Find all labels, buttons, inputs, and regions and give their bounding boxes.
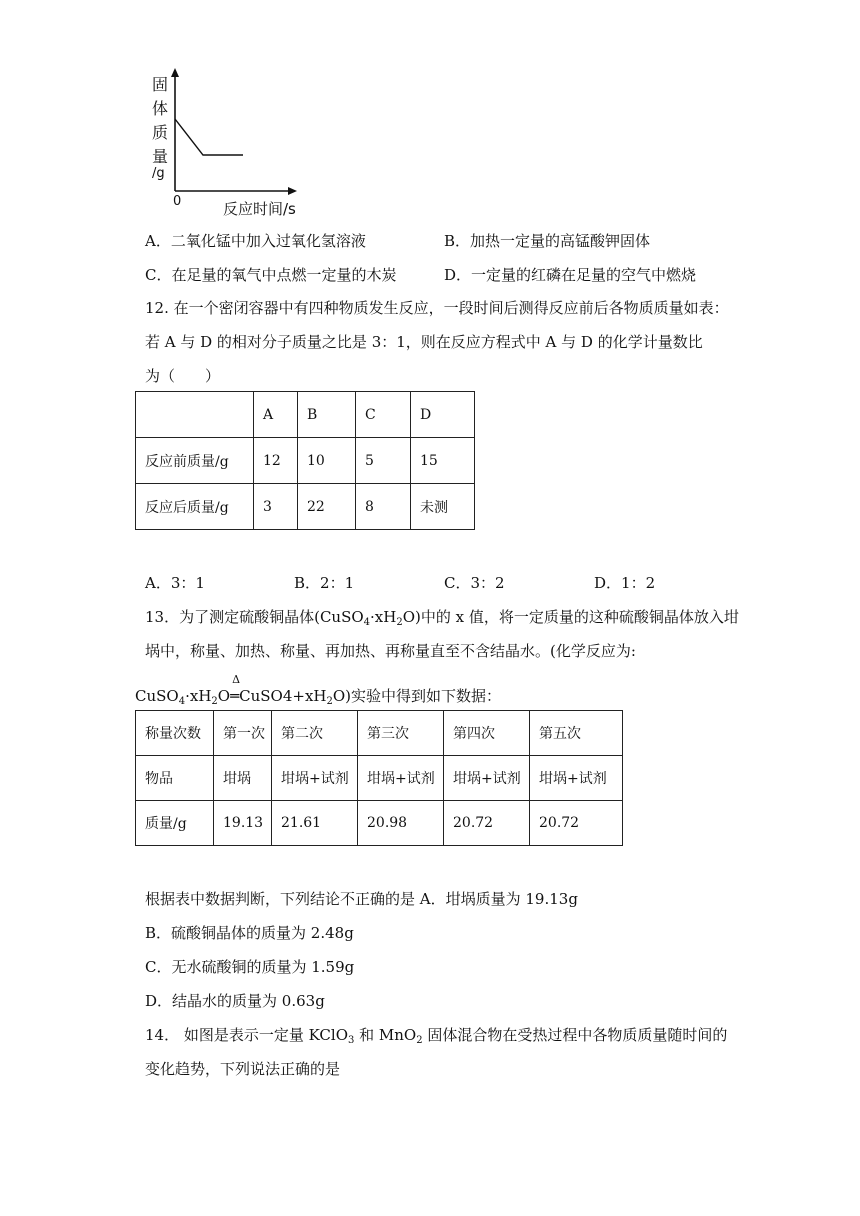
- q12-option-b: B．2：1: [294, 574, 355, 592]
- origin-label: 0: [173, 194, 182, 209]
- q12-text-line1: 12. 在一个密闭容器中有四种物质发生反应，一段时间后测得反应前后各物质质量如表：: [145, 299, 729, 317]
- table-cell: 质量/g: [136, 801, 214, 846]
- table-cell: 坩埚: [214, 756, 272, 801]
- table-cell: 坩埚+试剂: [272, 756, 358, 801]
- q13-text-line2: 埚中，称量、加热、称量、再加热、再称量直至不含结晶水。(化学反应为:: [145, 642, 636, 660]
- table-cell: 物品: [136, 756, 214, 801]
- table-row: [136, 756, 623, 801]
- table-cell: 19.13: [214, 801, 272, 846]
- subscript: 2: [416, 1035, 423, 1046]
- y-label-unit: /g: [152, 166, 165, 181]
- text-span: 13．为了测定硫酸铜晶体(CuSO: [145, 608, 364, 626]
- y-label-char: 质: [152, 123, 169, 142]
- q12-option-a: A．3：1: [145, 574, 205, 592]
- q13-option-d: D．结晶水的质量为 0.63g: [145, 992, 325, 1010]
- table-header-row: [136, 392, 475, 438]
- table-cell: 称量次数: [136, 711, 214, 756]
- q14-text-line2: 变化趋势，下列说法正确的是: [145, 1060, 341, 1078]
- delta-symbol: Δ: [232, 673, 241, 686]
- table-cell: 第四次: [444, 711, 530, 756]
- table-cell: 未测: [411, 484, 475, 530]
- text-span: 和 MnO: [354, 1026, 417, 1044]
- q13-equation: [135, 673, 502, 707]
- table-cell: [136, 392, 254, 438]
- subscript: 4: [363, 617, 371, 628]
- table-cell: 坩埚+试剂: [530, 756, 623, 801]
- table-cell: 10: [298, 438, 356, 484]
- equals-sign: ═: [230, 687, 240, 705]
- table-cell: 坩埚+试剂: [358, 756, 444, 801]
- q13-table: [135, 710, 623, 846]
- mass-curve: [175, 119, 243, 155]
- q11-option-d: D．一定量的红磷在足量的空气中燃烧: [444, 266, 697, 284]
- table-cell: 5: [356, 438, 411, 484]
- text-span: ·xH: [185, 687, 212, 705]
- table-cell: 第五次: [530, 711, 623, 756]
- text-span: 14． 如图是表示一定量 KClO: [145, 1026, 348, 1044]
- table-row: [136, 484, 475, 530]
- q12-table: [135, 391, 475, 530]
- q12-option-c: C．3：2: [444, 574, 505, 592]
- table-cell: B: [298, 392, 356, 438]
- y-label-char: 体: [152, 99, 169, 118]
- text-span: CuSO: [135, 687, 179, 705]
- table-cell: 8: [356, 484, 411, 530]
- table-cell: 第二次: [272, 711, 358, 756]
- subscript: 2: [326, 696, 333, 707]
- text-span: CuSO4+xH: [239, 687, 327, 705]
- table-cell: 坩埚+试剂: [444, 756, 530, 801]
- table-cell: 3: [254, 484, 298, 530]
- subscript: 2: [396, 617, 403, 628]
- table-cell: 20.72: [444, 801, 530, 846]
- table-cell: 20.72: [530, 801, 623, 846]
- subscript: 4: [178, 696, 186, 707]
- table-cell: D: [411, 392, 475, 438]
- q12-text-line3: 为（ ）: [145, 367, 221, 385]
- text-span: O)中的 x 值，将一定质量的这种硫酸铜晶体放入坩: [402, 608, 739, 626]
- table-cell: 第一次: [214, 711, 272, 756]
- q11-option-a: A．二氧化锰中加入过氧化氢溶液: [145, 232, 366, 250]
- table-cell: 反应后质量/g: [136, 484, 254, 530]
- table-cell: 15: [411, 438, 475, 484]
- q12-text-line2: 若 A 与 D 的相对分子质量之比是 3：1，则在反应方程式中 A 与 D 的化学计量数比: [145, 333, 703, 351]
- y-axis-arrow: [171, 68, 179, 77]
- q13-option-b: B．硫酸铜晶体的质量为 2.48g: [145, 924, 354, 942]
- q11-option-c: C．在足量的氧气中点燃一定量的木炭: [145, 266, 397, 284]
- q13-option-c: C．无水硫酸铜的质量为 1.59g: [145, 958, 355, 976]
- table-header-row: [136, 711, 623, 756]
- q13-conclusion: 根据表中数据判断，下列结论不正确的是 A．坩埚质量为 19.13g: [145, 890, 578, 908]
- text-span: 固体混合物在受热过程中各物质质量随时间的: [422, 1026, 728, 1044]
- subscript: 3: [348, 1035, 355, 1046]
- q12-option-d: D．1：2: [594, 574, 656, 592]
- table-cell: 第三次: [358, 711, 444, 756]
- x-axis-label: 反应时间/s: [223, 200, 296, 218]
- table-cell: 22: [298, 484, 356, 530]
- text-span: O)实验中得到如下数据：: [332, 687, 502, 705]
- table-cell: A: [254, 392, 298, 438]
- table-cell: 12: [254, 438, 298, 484]
- text-span: ·xH: [370, 608, 397, 626]
- table-cell: 21.61: [272, 801, 358, 846]
- table-cell: 反应前质量/g: [136, 438, 254, 484]
- x-axis-arrow: [288, 187, 297, 195]
- q13-text-line1: [145, 606, 739, 628]
- q11-option-b: B．加热一定量的高锰酸钾固体: [444, 232, 651, 250]
- y-label-char: 固: [152, 75, 169, 94]
- table-cell: 20.98: [358, 801, 444, 846]
- heating-arrow: [230, 673, 241, 705]
- table-row: [136, 801, 623, 846]
- table-row: [136, 438, 475, 484]
- mass-time-graph: [140, 66, 310, 216]
- subscript: 2: [211, 696, 218, 707]
- q14-text-line1: [145, 1024, 727, 1046]
- text-span: O: [217, 687, 231, 705]
- table-cell: C: [356, 392, 411, 438]
- y-label-char: 量: [152, 147, 169, 166]
